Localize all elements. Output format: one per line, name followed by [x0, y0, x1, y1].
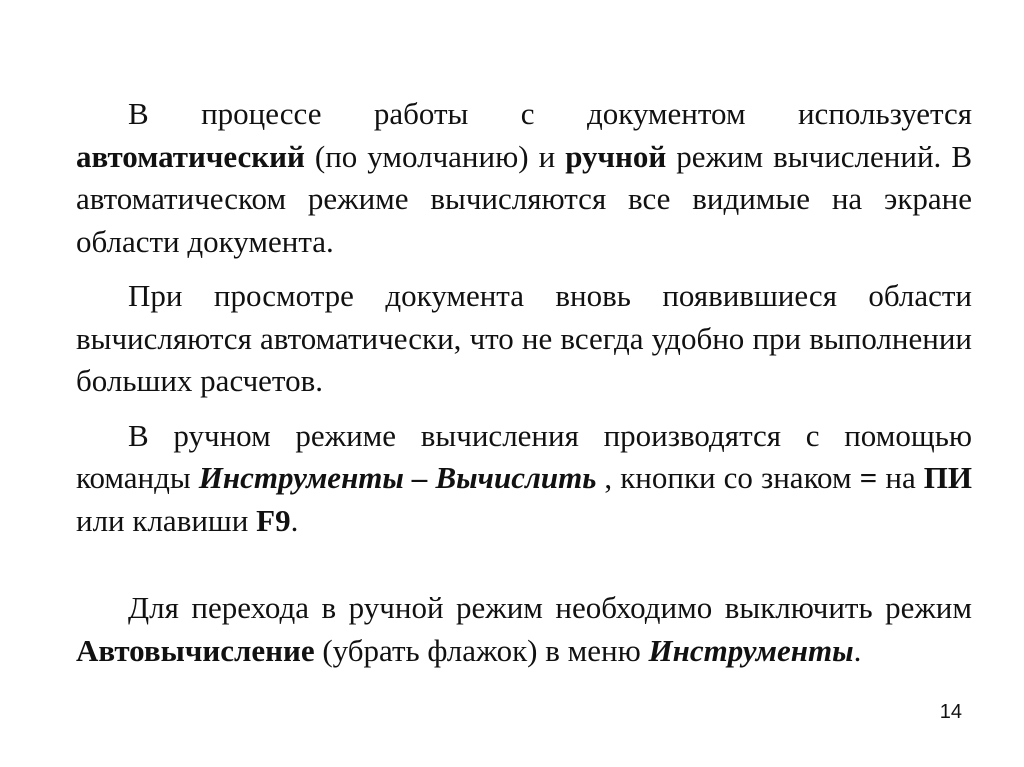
command-tools-calculate: Инструменты – Вычислить: [198, 460, 597, 495]
text-segment: В ручном режиме вычисления производятся с помощью команды: [76, 417, 972, 495]
term-automatic: автоматический: [76, 138, 305, 174]
paragraph-calculation-modes: [76, 93, 972, 263]
text-segment: В процессе работы с документом используется: [128, 96, 972, 131]
paragraph-switch-manual: [76, 587, 972, 672]
page-number: 14: [939, 701, 962, 723]
text-segment: .: [290, 502, 299, 538]
text-segment: (по умолчанию) и: [304, 138, 566, 174]
menu-tools: Инструменты: [648, 632, 854, 668]
paragraph-viewing-document: [76, 275, 972, 403]
text-segment: .: [853, 632, 862, 668]
text-segment: , кнопки со знаком: [596, 460, 860, 495]
text-segment: режим вычислений. В автоматическом режиме вычисляются все видимые на экране области документа.: [76, 138, 972, 259]
equals-sign: =: [859, 460, 878, 495]
text-segment: или клавиши: [76, 502, 257, 538]
text-segment: (убрать флажок) в меню: [314, 632, 649, 668]
term-manual: ручной: [565, 138, 667, 174]
text-segment: на: [877, 460, 924, 495]
text-segment: При просмотре документа вновь появившиеся области вычисляются автоматически, что не всегда удобно при выполнении больших расчетов.: [76, 278, 972, 398]
key-f9: F9: [256, 502, 291, 538]
text-segment: Для перехода в ручной режим необходимо выключить режим: [128, 590, 972, 625]
slide-text-body: [76, 93, 972, 672]
paragraph-manual-mode: [76, 415, 972, 543]
term-autocalculation: Автовычисление: [76, 632, 315, 668]
term-pi: ПИ: [923, 460, 972, 495]
